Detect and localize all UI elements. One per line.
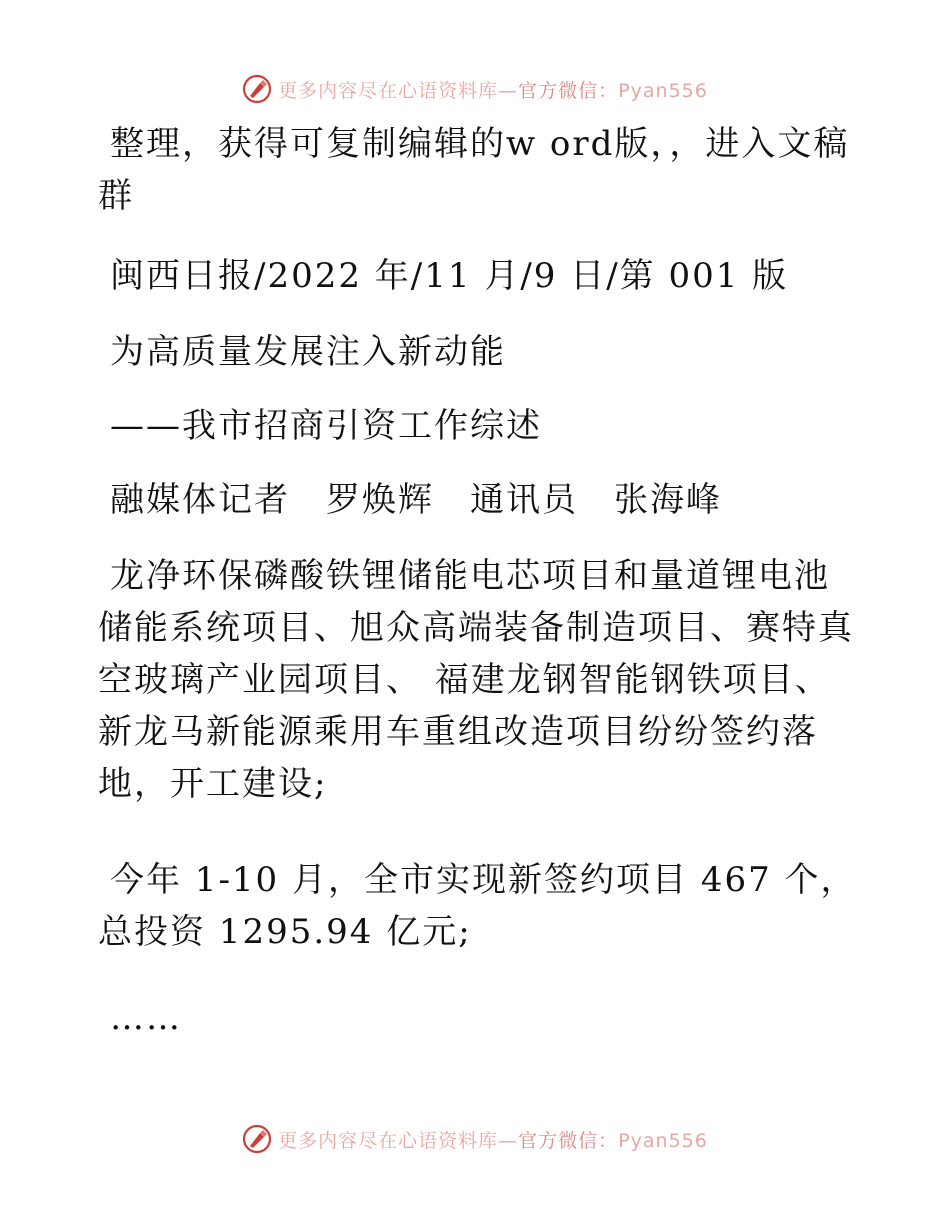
article-subheadline: [98, 400, 542, 452]
article-byline-text: 融媒体记者 罗焕辉 通讯员 张海峰: [110, 480, 722, 520]
source-line: [98, 250, 788, 302]
article-byline: [98, 474, 722, 526]
article-subheadline-text: ——我市招商引资工作综述: [110, 406, 542, 446]
body-paragraph-1: [98, 550, 858, 810]
intro-paragraph: [98, 118, 858, 222]
footer-banner-text: [278, 1126, 708, 1153]
body-paragraph-2-text: 今年 1-10 月，全市实现新签约项目 467 个，总投资 1295.94 亿元;: [98, 860, 857, 952]
header-banner-main: 更多内容尽在心语资料库: [278, 79, 499, 102]
header-banner-official: 官方微信：: [518, 79, 619, 102]
intro-text: 整理，获得可复制编辑的w ord版，，进入文稿群: [98, 124, 850, 216]
body-paragraph-1-text: 龙净环保磷酸铁锂储能电芯项目和量道锂电池储能系统项目、旭众高端装备制造项目、赛特真空玻璃产业园项目、 福建龙钢智能钢铁项目、 新龙马新能源乘用车重组改造项目纷纷签约落地，开工建设;: [98, 556, 854, 804]
source-line-text: 闽西日报/2022 年/11 月/9 日/第 001 版: [110, 256, 789, 296]
header-banner-text: [278, 76, 708, 103]
footer-banner-separator: —: [498, 1129, 519, 1152]
ellipsis-line: [98, 992, 182, 1044]
footer-banner-official: 官方微信：: [518, 1129, 619, 1152]
pen-nib-logo-icon: [242, 74, 272, 104]
header-banner-wechat-id: Pyan556: [618, 79, 708, 102]
header-banner-separator: —: [498, 79, 519, 102]
footer-banner-main: 更多内容尽在心语资料库: [278, 1129, 499, 1152]
footer-banner: [0, 1122, 950, 1156]
pen-nib-logo-icon: [242, 1124, 272, 1154]
article-headline-text: 为高质量发展注入新动能: [110, 332, 506, 372]
footer-banner-wechat-id: Pyan556: [618, 1129, 708, 1152]
ellipsis-text: ……: [110, 998, 182, 1038]
body-paragraph-2: [98, 854, 858, 958]
header-banner: [0, 72, 950, 106]
article-headline: [98, 326, 506, 378]
